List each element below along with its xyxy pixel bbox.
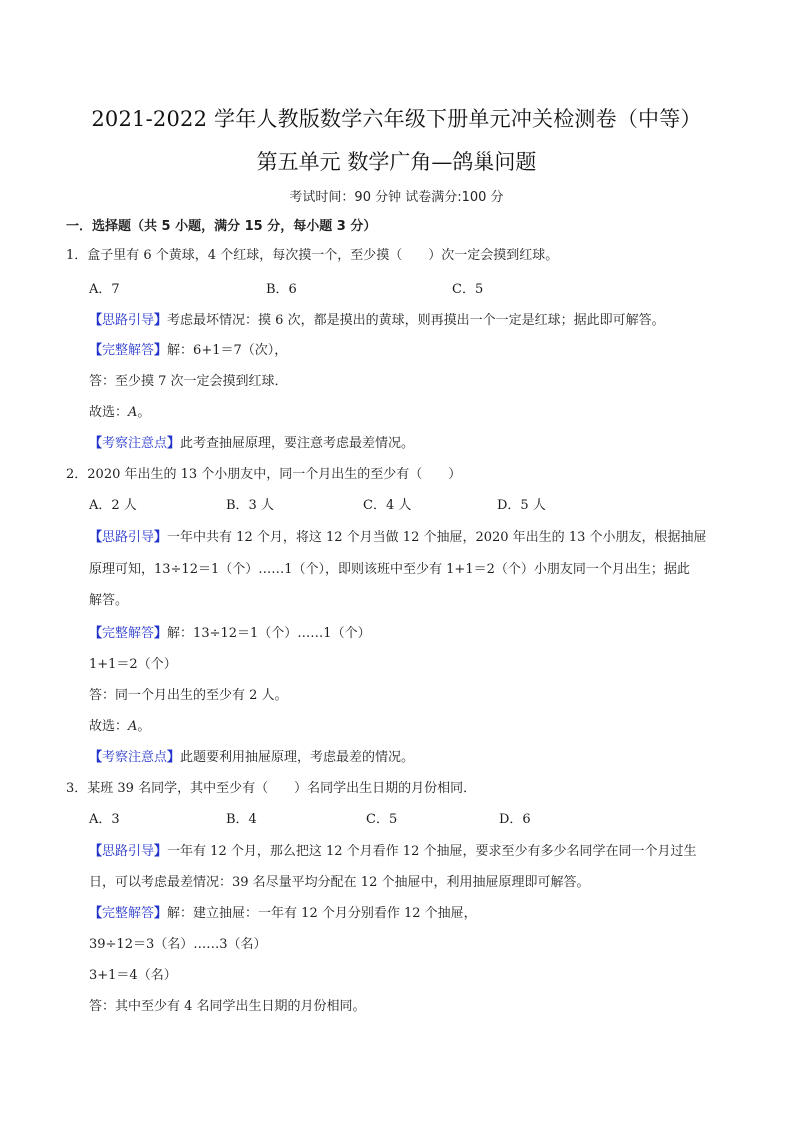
solution-text: 解：6+1＝7（次）， — [167, 343, 288, 358]
question-1-hint — [89, 312, 665, 330]
document-title: 2021-2022 学年人教版数学六年级下册单元冲关检测卷（中等） — [91, 107, 702, 131]
question-2-hint-line-2: 原理可知，13÷12＝1（个）……1（个），即则该班中至少有 1+1＝2（个）小朋友同一个月出生；据此 — [89, 562, 690, 577]
section-heading: 一．选择题（共 5 小题，满分 15 分，每小题 3 分） — [66, 219, 377, 234]
bracket-close: 】 — [154, 844, 168, 859]
bracket-open: 【 — [89, 750, 103, 765]
question-2-note — [89, 749, 414, 767]
question-1-option-b: B．6 — [266, 282, 297, 297]
question-2-choice — [89, 718, 150, 736]
choice-letter: A — [128, 405, 138, 420]
solution-label: 完整解答 — [102, 626, 155, 641]
question-2-option-a: A．2 人 — [89, 498, 137, 513]
bracket-close: 】 — [154, 906, 168, 921]
question-1-note — [89, 435, 414, 453]
question-2-stem: 2．2020 年出生的 13 个小朋友中，同一个月出生的至少有（ ） — [66, 467, 462, 482]
choice-prefix: 故选： — [89, 405, 129, 420]
question-3-calc-1: 39÷12＝3（名）……3（名） — [89, 937, 267, 952]
question-2-option-d: D．5 人 — [497, 498, 546, 513]
bracket-open: 【 — [89, 343, 103, 358]
note-label: 考察注意点 — [102, 436, 168, 451]
hint-label: 思路引导 — [102, 313, 155, 328]
question-3-option-c: C．5 — [366, 812, 398, 827]
bracket-open: 【 — [89, 313, 103, 328]
bracket-open: 【 — [89, 626, 103, 641]
question-1-stem: 1．盒子里有 6 个黄球，4 个红球，每次摸一个，至少摸（ ）次一定会摸到红球。 — [66, 248, 559, 263]
question-3-option-d: D．6 — [499, 812, 531, 827]
choice-suffix: 。 — [137, 719, 151, 734]
question-3-option-a: A．3 — [89, 812, 120, 827]
bracket-close: 】 — [154, 626, 168, 641]
question-2-solution — [89, 625, 371, 643]
question-2-calc: 1+1＝2（个） — [89, 657, 177, 672]
question-1-solution — [89, 342, 287, 360]
question-1-option-a: A．7 — [89, 282, 120, 297]
choice-letter: A — [128, 719, 138, 734]
note-label: 考察注意点 — [102, 750, 168, 765]
question-2-hint-line-3: 解答。 — [89, 593, 129, 608]
choice-suffix: 。 — [137, 405, 151, 420]
bracket-open: 【 — [89, 530, 103, 545]
question-3-option-b: B．4 — [226, 812, 257, 827]
question-1-option-c: C．5 — [452, 282, 484, 297]
solution-text: 解：13÷12＝1（个）……1（个） — [167, 626, 371, 641]
question-2-option-c: C．4 人 — [363, 498, 412, 513]
solution-label: 完整解答 — [102, 906, 155, 921]
bracket-close: 】 — [167, 436, 181, 451]
question-1-answer: 答：至少摸 7 次一定会摸到红球． — [89, 374, 288, 389]
document-subtitle: 第五单元 数学广角—鸽巢问题 — [256, 150, 537, 174]
question-2-option-b: B．3 人 — [226, 498, 274, 513]
bracket-close: 】 — [154, 313, 168, 328]
bracket-close: 】 — [167, 750, 181, 765]
choice-prefix: 故选： — [89, 719, 129, 734]
question-2-answer: 答：同一个月出生的至少有 2 人。 — [89, 688, 288, 703]
note-text: 此题要利用抽屉原理，考虑最差的情况。 — [180, 750, 415, 765]
hint-text: 一年中共有 12 个月，将这 12 个月当做 12 个抽屉，2020 年出生的 13 个小朋友，根据抽屉 — [167, 530, 707, 545]
hint-text: 一年有 12 个月，那么把这 12 个月看作 12 个抽屉，要求至少有多少名同学在同一个月过生 — [167, 844, 697, 859]
bracket-close: 】 — [154, 530, 168, 545]
solution-label: 完整解答 — [102, 343, 155, 358]
hint-text: 考虑最坏情况：摸 6 次，都是摸出的黄球，则再摸出一个一定是红球；据此即可解答。 — [167, 313, 665, 328]
exam-meta: 考试时间：90 分钟 试卷满分:100 分 — [289, 190, 504, 205]
question-3-solution — [89, 905, 477, 923]
hint-label: 思路引导 — [102, 530, 155, 545]
question-3-answer: 答：其中至少有 4 名同学出生日期的月份相同。 — [89, 999, 366, 1014]
question-3-calc-2: 3+1＝4（名） — [89, 968, 177, 983]
question-3-hint — [89, 843, 696, 861]
question-2-hint — [89, 529, 707, 547]
question-1-choice — [89, 404, 150, 422]
solution-text: 解：建立抽屉：一年有 12 个月分别看作 12 个抽屉， — [167, 906, 477, 921]
bracket-open: 【 — [89, 844, 103, 859]
hint-label: 思路引导 — [102, 844, 155, 859]
bracket-open: 【 — [89, 436, 103, 451]
bracket-close: 】 — [154, 343, 168, 358]
note-text: 此考查抽屉原理，要注意考虑最差情况。 — [180, 436, 415, 451]
question-3-stem: 3．某班 39 名同学，其中至少有（ ）名同学出生日期的月份相同． — [66, 781, 477, 796]
bracket-open: 【 — [89, 906, 103, 921]
question-3-hint-line-2: 日，可以考虑最差情况：39 名尽量平均分配在 12 个抽屉中，利用抽屉原理即可解答。 — [89, 875, 590, 890]
